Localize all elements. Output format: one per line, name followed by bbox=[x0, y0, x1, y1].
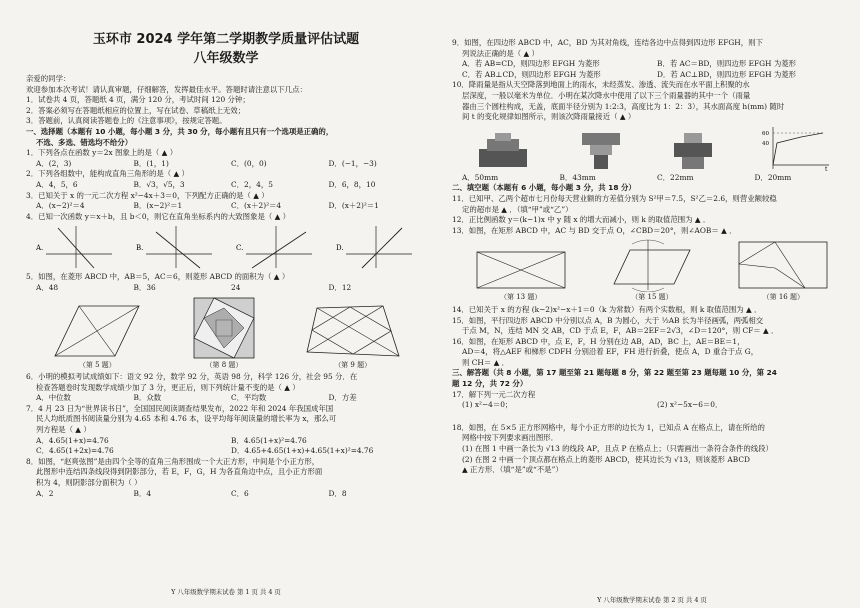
graph-tick-40: 40 bbox=[761, 140, 769, 147]
option: C．22mm bbox=[657, 172, 694, 182]
figure-13-rectangle bbox=[473, 248, 569, 303]
question-3-options bbox=[26, 201, 426, 212]
question-18-cont: 网格中按下列要求画出图形． bbox=[462, 433, 559, 443]
graph-label: B. bbox=[136, 244, 144, 253]
page-1 bbox=[26, 30, 426, 597]
question-10-cont3: 间 t 的变化规律如图所示，则该次降雨量接近（ ▲ ） bbox=[462, 112, 636, 122]
graph-option-d bbox=[336, 224, 416, 270]
option: C．(x＋2)²＝4 bbox=[231, 201, 282, 211]
option: C．6 bbox=[231, 488, 249, 498]
figure-16-folded-rectangle bbox=[735, 238, 831, 303]
question-9-cont: 列说法正确的是（ ▲ ） bbox=[462, 48, 539, 58]
option: D．(x＋2)²＝1 bbox=[328, 201, 379, 211]
graph-label: C. bbox=[236, 244, 244, 253]
water-height-graph bbox=[761, 125, 831, 171]
option: B．(1，1) bbox=[133, 158, 169, 168]
question-7-options-2 bbox=[26, 446, 426, 457]
figure-caption: （第 13 题） bbox=[499, 293, 542, 302]
question-18-part1: (1) 在图 1 中画一条长为 √13 的线段 AP，且点 P 在格点上；（只需画出一条符合条件的线段） bbox=[462, 444, 773, 454]
option: B．√3，√5，3 bbox=[133, 179, 185, 189]
option: C．4.65(1+2x)=4.76 bbox=[36, 446, 114, 456]
question-11: 11．已知甲、乙两个超市七月份每天营业额的方差值分别为 S²甲＝7.5，S²乙＝2.6，则营业额较稳 bbox=[452, 193, 777, 203]
greeting: 亲爱的同学： bbox=[26, 74, 71, 83]
option: D．方差 bbox=[328, 393, 357, 403]
option: C．2，4，5 bbox=[231, 179, 273, 189]
question-1-options bbox=[26, 159, 426, 170]
graph-label: A. bbox=[36, 244, 44, 253]
option: C．(0，0) bbox=[231, 158, 267, 168]
question-15-cont: 于点 M，N，连结 MN 交 AB，CD 于点 E，F，AB＝2EF＝2√3，∠D＝120°，则 CF＝ ▲ ． bbox=[462, 326, 779, 336]
question-16-cont: AD＝4，将△AEF 和梯形 CDFH 分别沿着 EF，FH 进行折叠，使点 A，D 重合于点 G， bbox=[462, 347, 759, 357]
question-10-cont2: 器由三个圆柱构成，无盖，底面半径分别为 1:2:3，高度比为 1：2：3），其水面高度 h(mm) 随时 bbox=[462, 101, 785, 111]
question-2: 2．下列各组数中，能构成直角三角形的是（ ▲ ） bbox=[26, 169, 189, 179]
question-16-cont2: 则 CH＝ ▲ ． bbox=[462, 357, 510, 367]
figures-13-15-16 bbox=[452, 238, 852, 303]
option: D．12 bbox=[328, 282, 352, 292]
question-5: 5．如图，在菱形 ABCD 中，AB＝5，AC＝6，则菱形 ABCD 的面积为（ ▲ ） bbox=[26, 272, 290, 282]
question-9-options-2 bbox=[452, 70, 852, 81]
option: D．20mm bbox=[754, 172, 792, 182]
option: B．36 bbox=[133, 282, 156, 292]
option: D．若 AC⊥BD，则四边形 EFGH 为菱形 bbox=[657, 69, 797, 79]
option: B．若 AC＝BD，则四边形 EFGH 为菱形 bbox=[657, 59, 796, 69]
option: C．平均数 bbox=[231, 393, 267, 403]
section-3-heading-cont: 题 12 分，共 72 分） bbox=[452, 379, 528, 389]
option: D．4.65+4.65(1+x)+4.65(1+x)²=4.76 bbox=[231, 446, 374, 456]
part: (1) x²−4＝0； bbox=[462, 400, 513, 410]
option: A．50mm bbox=[462, 172, 499, 182]
option: A．2 bbox=[36, 488, 54, 498]
question-8-options bbox=[26, 489, 426, 500]
question-7: 7．4 月 23 日为“世界读书日”，全国国民阅读调查结果发布，2022 年和 2024 年我国成年国 bbox=[26, 403, 334, 413]
page-footer: Y 八年级数学期末试卷 第 1 页 共 4 页 bbox=[171, 588, 281, 597]
note-2: 2．答案必须写在答题纸相应的位置上，写在试卷、草稿纸上无效； bbox=[26, 105, 246, 115]
option: A．若 AB=CD，则四边形 EFGH 为菱形 bbox=[462, 59, 600, 69]
rain-gauge-figures bbox=[452, 125, 852, 171]
question-14: 14．已知关于 x 的方程 (k−2)x²−x＋1＝0（k 为常数）有两个实数根，则 k 取值范围为 ▲ ． bbox=[452, 304, 762, 314]
question-9: 9．如图，在四边形 ABCD 中，AC，BD 为其对角线，连结各边中点得到四边形 EFGH，则下 bbox=[452, 38, 763, 47]
graph-label: D. bbox=[336, 244, 344, 253]
exam-title: 玉环市 2024 学年第二学期教学质量评估试题 bbox=[92, 32, 360, 47]
option: C．若 AB⊥CD，则四边形 EFGH 为菱形 bbox=[462, 69, 601, 79]
section-2-heading: 二、填空题（本题有 6 小题，每小题 3 分，共 18 分） bbox=[452, 183, 636, 193]
question-1: 1．下列各点在函数 y＝2x 图象上的是（ ▲ ） bbox=[26, 148, 178, 158]
question-18-part2-cont: ▲ 正方形．（填“是”或“不是”） bbox=[462, 465, 563, 475]
question-18-part2: (2) 在图 2 中画一个顶点都在格点上的菱形 ABCD，使其边长为 √13，则该菱形 ABCD bbox=[462, 454, 750, 464]
question-6: 6．小明的模拟考试成绩如下：语文 92 分，数学 92 分，英语 98 分，科学 126 分，社会 95 分．在 bbox=[26, 372, 358, 382]
question-16: 16．如图，在矩形 ABCD 中，点 E，F，H 分别在边 AB，AD，BC 上，AE＝BE＝1， bbox=[452, 336, 745, 346]
question-7-cont2: 列方程是（ ▲ ） bbox=[36, 425, 91, 435]
question-2-options bbox=[26, 180, 426, 191]
question-15: 15．如图，平行四边形 ABCD 中分别以点 A，B 为圆心，大于 ½AB 长为半径画弧，两弧相交 bbox=[452, 315, 764, 325]
option: D．(−1，−3) bbox=[328, 158, 377, 168]
page-footer: Y 八年级数学期末试卷 第 2 页 共 4 页 bbox=[597, 596, 707, 605]
section-3-heading: 三、解答题（共 8 小题，第 17 题至第 21 题每题 8 分，第 22 题至第 23 题每题 10 分，第 24 bbox=[452, 368, 777, 378]
section-1-heading: 一、选择题（本题有 10 小题，每小题 3 分，共 30 分，每小题有且只有一个选项是正确的， bbox=[26, 126, 334, 136]
question-5-options bbox=[26, 283, 426, 294]
option: D．8 bbox=[328, 488, 347, 498]
option: A．中位数 bbox=[36, 393, 71, 403]
question-13: 13．如图，在矩形 ABCD 中，AC 与 BD 交于点 O，∠CBD＝20°，则∠AOB＝ ▲ ． bbox=[452, 225, 737, 235]
note-1: 1．试卷共 4 页，答题纸 4 页，满分 120 分，考试时间 120 分钟； bbox=[26, 95, 250, 105]
part: (2) x²−5x−6＝0． bbox=[657, 400, 723, 410]
option: B．众数 bbox=[133, 393, 162, 403]
figure-9-quadrilateral bbox=[303, 302, 403, 371]
section-1-heading-cont: 不选、多选、错选均不给分） bbox=[36, 137, 133, 147]
figure-caption: （第 15 题） bbox=[631, 293, 673, 302]
question-6-options bbox=[26, 393, 426, 404]
graph-option-a bbox=[36, 224, 116, 270]
option: D．6，8，10 bbox=[328, 179, 376, 189]
graph-option-c bbox=[236, 224, 316, 270]
rain-gauge-b bbox=[576, 131, 626, 171]
figures-5-8-9 bbox=[26, 296, 426, 371]
question-10: 10．降雨量是指从天空降落到地面上的雨水，未经蒸发、渗透、流失而在水平面上积聚的水 bbox=[452, 80, 750, 90]
figure-15-parallelogram bbox=[610, 238, 694, 303]
question-8: 8．如图，“赵爽弦图”是由四个全等的直角三角形围成一个大正方形，中间是个小正方形， bbox=[26, 456, 320, 466]
figure-caption: （第 8 题） bbox=[205, 360, 243, 369]
question-3: 3．已知关于 x 的一元二次方程 x²−4x＋3＝0，下列配方正确的是（ ▲ ） bbox=[26, 190, 269, 200]
option: A．48 bbox=[36, 282, 59, 292]
graph-tick-60: 60 bbox=[761, 130, 769, 137]
question-4-graphs bbox=[26, 224, 426, 270]
figure-caption: （第 9 题） bbox=[334, 360, 372, 369]
question-10-cont: 层深度，一般以毫米为单位．小明在某次降水中使用了以下三个雨量器的其中一个（雨量 bbox=[462, 90, 751, 100]
option: A．(2，3) bbox=[36, 158, 72, 168]
rain-gauge-a bbox=[473, 131, 533, 171]
option: B．(x−2)²＝1 bbox=[133, 201, 183, 211]
question-8-cont: 此图形中连结四条线段得到阴影部分，若 E，F，G，H 为各直角边中点，且小正方形面 bbox=[36, 467, 323, 477]
question-7-options-1 bbox=[26, 436, 426, 447]
question-8-cont2: 积为 4，则阴影部分面积为（ ） bbox=[36, 478, 142, 488]
intro: 欢迎参加本次考试！请认真审题，仔细解答，发挥最佳水平。答题时请注意以下几点： bbox=[26, 84, 307, 94]
option: A．4.65(1+x)=4.76 bbox=[36, 435, 109, 445]
option: A．(x−2)²＝4 bbox=[36, 201, 85, 211]
note-3: 3．答题前，认真阅读答题卷上的《注意事项》，按规定答题。 bbox=[26, 116, 227, 126]
option: B．43mm bbox=[559, 172, 596, 182]
question-4: 4．已知一次函数 y＝x＋b，且 b＜0，则它在直角坐标系内的大致图象是（ ▲ ） bbox=[26, 211, 291, 221]
graph-option-b bbox=[136, 224, 216, 270]
figure-8-zhaoshuang bbox=[192, 296, 256, 371]
exam-subtitle: 八年级数学 bbox=[193, 51, 259, 66]
question-10-options bbox=[452, 173, 852, 184]
rain-gauge-c bbox=[668, 131, 718, 171]
question-11-cont: 定的超市是 ▲ ．（填“甲”或“乙”） bbox=[462, 204, 573, 214]
option: B．4 bbox=[133, 488, 152, 498]
question-6-cont: 检查答题卷时发现数学成绩少加了 3 分，更正后，则下列统计量不变的是（ ▲ ） bbox=[36, 382, 300, 392]
figure-5-rhombus bbox=[49, 302, 145, 371]
graph-x-label: t bbox=[824, 165, 828, 171]
question-17: 17．解下列一元二次方程 bbox=[452, 389, 536, 399]
option: 24 bbox=[231, 282, 241, 292]
option: B．4.65(1+x)²=4.76 bbox=[231, 435, 307, 445]
question-12: 12．正比例函数 y＝(k−1)x 中 y 随 x 的增大而减小，则 k 的取值范围为 ▲ ． bbox=[452, 215, 711, 225]
figure-caption: （第 5 题） bbox=[78, 360, 116, 369]
option: A．4，5，6 bbox=[36, 179, 78, 189]
question-9-options-1 bbox=[452, 59, 852, 70]
question-7-cont: 民人均纸质图书阅读量分别为 4.65 本和 4.76 本，设平均每年阅读量的增长率为 x，那么可 bbox=[36, 414, 337, 424]
page-2 bbox=[452, 38, 852, 605]
question-17-parts bbox=[452, 400, 852, 411]
question-18: 18．如图，在 5×5 正方形网格中，每个小正方形的边长为 1，已知点 A 在格点上，请在所给的 bbox=[452, 422, 765, 432]
figure-caption: （第 16 题） bbox=[762, 293, 804, 302]
